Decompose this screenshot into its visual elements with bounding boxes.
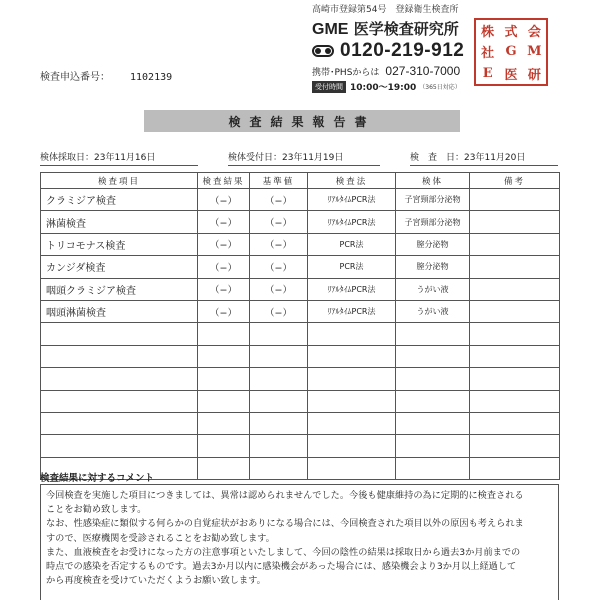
comment-line: ことをお勧め致します。	[46, 504, 147, 516]
cell-notes	[470, 368, 560, 390]
cell-method: ﾘｱﾙﾀｲﾑPCR法	[308, 278, 396, 300]
comment-line: から再度検査を受けていただくようお願い致します。	[46, 575, 266, 587]
table-row	[41, 256, 560, 278]
cell-reference: （−）	[250, 189, 308, 211]
cell-result: （−）	[198, 300, 250, 322]
cell-method	[308, 323, 396, 345]
cell-item: クラミジア検査	[41, 189, 198, 211]
cell-notes	[470, 345, 560, 367]
cell-reference	[250, 435, 308, 457]
cell-result: （−）	[198, 278, 250, 300]
cell-sample	[396, 390, 470, 412]
collection-date-value: 23年11月16日	[94, 153, 156, 163]
cell-notes	[470, 233, 560, 255]
cell-result: （−）	[198, 256, 250, 278]
hours-badge: 受付時間	[312, 81, 346, 93]
cell-result	[198, 323, 250, 345]
cell-result: （−）	[198, 211, 250, 233]
table-header-row	[41, 173, 560, 189]
cell-result	[198, 368, 250, 390]
table-row	[41, 233, 560, 255]
cell-method	[308, 435, 396, 457]
cell-notes	[470, 390, 560, 412]
table-row	[41, 435, 560, 457]
cell-notes	[470, 323, 560, 345]
cell-result: （−）	[198, 189, 250, 211]
seal-char: 社	[481, 46, 495, 62]
seal-char: M	[527, 44, 542, 60]
cell-notes	[470, 435, 560, 457]
cell-method	[308, 457, 396, 479]
cell-result	[198, 345, 250, 367]
cell-result	[198, 457, 250, 479]
seal-char: 式	[504, 25, 518, 41]
cell-method: ﾘｱﾙﾀｲﾑPCR法	[308, 189, 396, 211]
received-date	[228, 150, 380, 163]
received-date-value: 23年11月19日	[282, 153, 344, 163]
application-number	[40, 68, 172, 83]
cell-method: PCR法	[308, 256, 396, 278]
cell-sample	[396, 323, 470, 345]
cell-item	[41, 435, 198, 457]
table-row	[41, 189, 560, 211]
inspection-date-value: 23年11月20日	[464, 153, 526, 163]
cell-method: ﾘｱﾙﾀｲﾑPCR法	[308, 211, 396, 233]
cell-sample	[396, 457, 470, 479]
freedial-number: 0120-219-912	[340, 40, 465, 61]
cell-item	[41, 368, 198, 390]
table-row	[41, 323, 560, 345]
cell-item	[41, 412, 198, 434]
cell-sample: 膣分泌物	[396, 233, 470, 255]
hours-time: 10:00〜19:00	[350, 83, 417, 93]
cell-item: トリコモナス検査	[41, 233, 198, 255]
cell-reference	[250, 390, 308, 412]
cell-reference: （−）	[250, 300, 308, 322]
cell-reference	[250, 412, 308, 434]
cell-method	[308, 390, 396, 412]
cell-notes	[470, 412, 560, 434]
cell-reference	[250, 345, 308, 367]
comment-line: 時点での感染を否定するものです。過去3か月以内に感染機会があった場合には、感染機会より3か月以上経過して	[46, 561, 517, 573]
header-reference: 基準値	[250, 173, 308, 189]
seal-char: 研	[527, 67, 541, 83]
inspection-date-label: 検 査 日：	[410, 153, 465, 163]
report-title: 検査結果報告書	[144, 110, 460, 132]
header-result: 検査結果	[198, 173, 250, 189]
lab-name-prefix: GME	[312, 21, 349, 38]
cell-sample	[396, 412, 470, 434]
table-row	[41, 412, 560, 434]
table-row	[41, 278, 560, 300]
cell-result: （−）	[198, 233, 250, 255]
comment-line: 今回検査を実施した項目につきましては、異常は認められませんでした。今後も健康維持の為に定期的に検査される	[46, 490, 524, 501]
cell-sample	[396, 435, 470, 457]
cell-item: カンジダ検査	[41, 256, 198, 278]
cell-sample: 子宮頸部分泌物	[396, 211, 470, 233]
table-row	[41, 345, 560, 367]
cell-reference: （−）	[250, 256, 308, 278]
cell-item	[41, 345, 198, 367]
received-date-label: 検体受付日：	[228, 153, 283, 163]
cell-item	[41, 323, 198, 345]
seal-char: 会	[527, 25, 541, 41]
header-sample: 検体	[396, 173, 470, 189]
header-method: 検査法	[308, 173, 396, 189]
cell-item: 咽頭淋菌検査	[41, 300, 198, 322]
cell-reference	[250, 368, 308, 390]
seal-char: 株	[481, 25, 495, 41]
application-number-label: 検査申込番号：	[40, 72, 110, 83]
cell-reference: （−）	[250, 233, 308, 255]
cell-notes	[470, 189, 560, 211]
cell-notes	[470, 256, 560, 278]
cell-notes	[470, 300, 560, 322]
table-row	[41, 390, 560, 412]
cell-item: 咽頭クラミジア検査	[41, 278, 198, 300]
cell-sample: うがい液	[396, 278, 470, 300]
cell-sample: うがい液	[396, 300, 470, 322]
cell-sample: 膣分泌物	[396, 256, 470, 278]
table-row	[41, 211, 560, 233]
comment-line: なお、性感染症に類似する何らかの自覚症状がおありになる場合には、今回検査された項目以外の原因も考えられま	[46, 518, 524, 530]
cell-result	[198, 435, 250, 457]
application-number-value: 1102139	[130, 72, 173, 83]
cell-sample	[396, 368, 470, 390]
comment-line: また、血液検査をお受けになった方の注意事項といたしまして、今回の陰性の結果は採取日から過去3か月前までの	[46, 546, 521, 558]
comment-box	[40, 484, 559, 600]
seal-char: 医	[504, 67, 518, 83]
seal-char: E	[482, 65, 493, 81]
inspection-date	[410, 150, 558, 163]
company-seal	[474, 18, 548, 86]
comment-line: すので、医療機関を受診されることをお勧め致します。	[46, 532, 275, 544]
table-row	[41, 368, 560, 390]
cell-method	[308, 368, 396, 390]
cell-reference: （−）	[250, 278, 308, 300]
collection-date-label: 検体採取日：	[40, 153, 95, 163]
hours-note: （365日対応）	[419, 84, 461, 91]
cell-reference	[250, 323, 308, 345]
collection-date	[40, 150, 198, 163]
cell-notes	[470, 211, 560, 233]
results-table	[40, 172, 560, 480]
cell-method: PCR法	[308, 233, 396, 255]
cell-sample: 子宮頸部分泌物	[396, 189, 470, 211]
cell-sample	[396, 345, 470, 367]
cell-notes	[470, 278, 560, 300]
cell-item: 淋菌検査	[41, 211, 198, 233]
cell-method	[308, 412, 396, 434]
lab-name-main: 医学検査研究所	[353, 20, 459, 38]
cell-reference: （−）	[250, 211, 308, 233]
table-row	[41, 300, 560, 322]
mobile-number: 027-310-7000	[385, 64, 461, 78]
header-notes: 備考	[470, 173, 560, 189]
seal-char: G	[505, 44, 517, 60]
cell-method	[308, 345, 396, 367]
cell-method: ﾘｱﾙﾀｲﾑPCR法	[308, 300, 396, 322]
cell-item	[41, 390, 198, 412]
freedial-icon	[312, 45, 334, 57]
mobile-label: 携帯･PHSからは	[312, 68, 380, 78]
header-item: 検査項目	[41, 173, 198, 189]
cell-notes	[470, 457, 560, 479]
cell-result	[198, 412, 250, 434]
cell-result	[198, 390, 250, 412]
cell-reference	[250, 457, 308, 479]
comment-title: 検査結果に対するコメント	[40, 473, 155, 484]
registration-line: 高崎市登録第54号 登録衛生検査所	[312, 5, 459, 15]
